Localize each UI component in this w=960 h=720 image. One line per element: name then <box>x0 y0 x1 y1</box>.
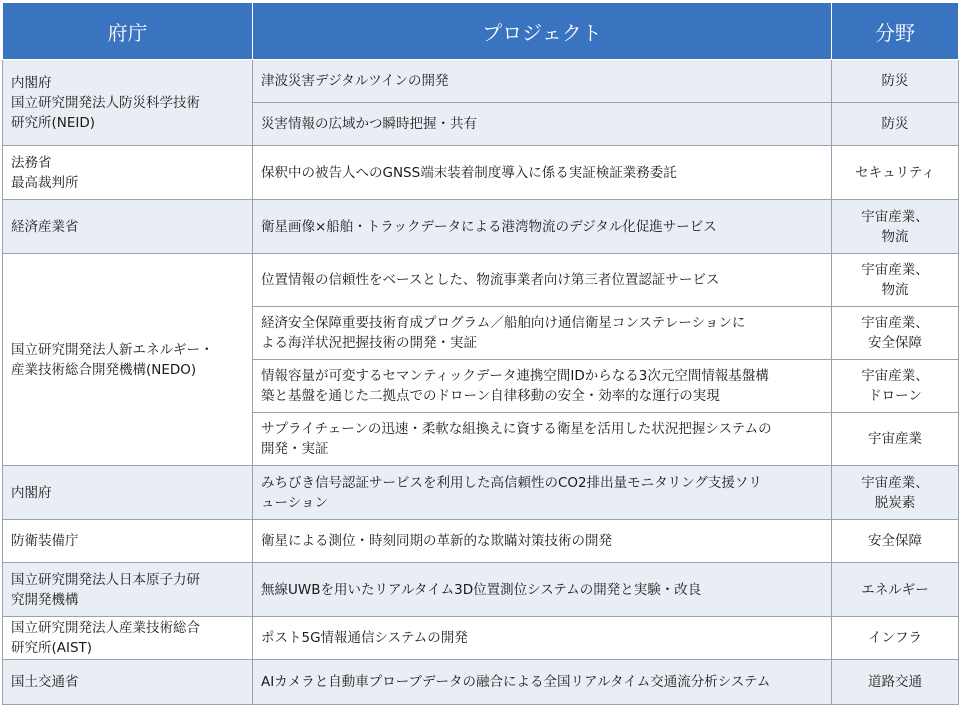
ministry-cell <box>3 254 253 466</box>
field-cell <box>832 103 959 146</box>
project-cell <box>253 254 832 307</box>
field-cell <box>832 466 959 520</box>
ministry-cell <box>3 660 253 705</box>
ministry-text: 内閣府 <box>11 484 52 501</box>
field-text: 宇宙産業、 安全保障 <box>861 315 929 351</box>
table-header-row <box>3 3 959 60</box>
project-text: 位置情報の信頼性をベースとした、物流事業者向け第三者位置認証サービス <box>261 272 720 288</box>
ministry-cell <box>3 60 253 146</box>
table-row <box>3 466 959 520</box>
ministry-text: 国土交通省 <box>11 674 79 690</box>
project-text: 情報容量が可変するセマンティックデータ連携空間IDからなる3次元空間情報基盤構 築と基盤を通じた二拠点でのドローン自律移動の安全・効率的な運行の実現 <box>261 368 769 404</box>
ministry-text: 国立研究開発法人新エネルギー・ 産業技術総合開発機構(NEDO) <box>11 341 214 378</box>
field-text: 安全保障 <box>868 533 922 549</box>
field-cell <box>832 563 959 617</box>
ministry-text: 内閣府 国立研究開発法人防災科学技術 研究所(NEID) <box>11 74 200 131</box>
table-row <box>3 520 959 563</box>
table-row <box>3 660 959 705</box>
project-text: サプライチェーンの迅速・柔軟な組換えに資する衛星を活用した状況把握システムの 開発・実証 <box>261 421 772 457</box>
project-cell <box>253 146 832 200</box>
project-cell <box>253 413 832 466</box>
project-text: 保釈中の被告人へのGNSS端末装着制度導入に係る実証検証業務委託 <box>261 164 677 181</box>
header-field: 分野 <box>832 3 959 60</box>
ministry-text: 経済産業省 <box>11 218 79 235</box>
field-text: 宇宙産業 <box>868 431 922 447</box>
field-text: 防災 <box>881 73 909 89</box>
field-text: 防災 <box>881 116 909 132</box>
ministry-cell <box>3 520 253 563</box>
project-cell <box>253 563 832 617</box>
ministry-cell <box>3 466 253 520</box>
project-cell <box>253 520 832 563</box>
field-cell <box>832 307 959 360</box>
field-text: 道路交通 <box>868 674 922 690</box>
field-text: 宇宙産業、 物流 <box>861 208 929 245</box>
ministry-text: 国立研究開発法人日本原子力研 究開発機構 <box>11 571 200 608</box>
table-row <box>3 563 959 617</box>
project-text: 衛星画像×船舶・トラックデータによる港湾物流のデジタル化促進サービス <box>261 218 717 235</box>
project-text: みちびき信号認証サービスを利用した高信頼性のCO2排出量モニタリング支援ソリ ューション <box>261 474 762 511</box>
project-text: 無線UWBを用いたリアルタイム3D位置測位システムの開発と実験・改良 <box>261 581 702 598</box>
field-text: エネルギー <box>861 581 929 598</box>
table-row <box>3 60 959 103</box>
table-row <box>3 200 959 254</box>
header-project: プロジェクト <box>253 3 832 60</box>
projects-table <box>2 2 959 705</box>
field-cell <box>832 254 959 307</box>
projects-table-container <box>2 2 959 705</box>
ministry-text: 国立研究開発法人産業技術総合 研究所(AIST) <box>11 620 200 656</box>
field-text: 宇宙産業、 物流 <box>861 262 929 298</box>
project-cell <box>253 103 832 146</box>
field-cell <box>832 660 959 705</box>
field-cell <box>832 146 959 200</box>
ministry-text: 法務省 最高裁判所 <box>11 154 79 191</box>
project-cell <box>253 360 832 413</box>
field-cell <box>832 360 959 413</box>
ministry-cell <box>3 146 253 200</box>
field-cell <box>832 60 959 103</box>
ministry-text: 防衛装備庁 <box>11 533 79 549</box>
project-cell <box>253 466 832 520</box>
table-row <box>3 146 959 200</box>
project-cell <box>253 200 832 254</box>
table-row <box>3 617 959 660</box>
project-text: AIカメラと自動車プローブデータの融合による全国リアルタイム交通流分析システム <box>261 674 771 690</box>
project-text: 衛星による測位・時刻同期の革新的な欺瞞対策技術の開発 <box>261 533 612 549</box>
field-text: 宇宙産業、 脱炭素 <box>861 474 929 511</box>
project-text: 経済安全保障重要技術育成プログラム／船舶向け通信衛星コンステレーションに よる海洋状況把握技術の開発・実証 <box>261 315 746 351</box>
field-cell <box>832 413 959 466</box>
ministry-cell <box>3 563 253 617</box>
project-cell <box>253 60 832 103</box>
field-text: インフラ <box>868 630 922 646</box>
field-cell <box>832 200 959 254</box>
project-text: ポスト5G情報通信システムの開発 <box>261 630 468 646</box>
field-text: 宇宙産業、 ドローン <box>861 368 929 404</box>
project-cell <box>253 617 832 660</box>
project-cell <box>253 307 832 360</box>
field-cell <box>832 617 959 660</box>
project-text: 津波災害デジタルツインの開発 <box>261 73 449 89</box>
field-text: セキュリティ <box>855 164 935 181</box>
header-ministry: 府庁 <box>3 3 253 60</box>
ministry-cell <box>3 617 253 660</box>
ministry-cell <box>3 200 253 254</box>
project-text: 災害情報の広域かつ瞬時把握・共有 <box>261 116 477 132</box>
table-body <box>3 60 959 705</box>
field-cell <box>832 520 959 563</box>
project-cell <box>253 660 832 705</box>
table-row <box>3 254 959 307</box>
